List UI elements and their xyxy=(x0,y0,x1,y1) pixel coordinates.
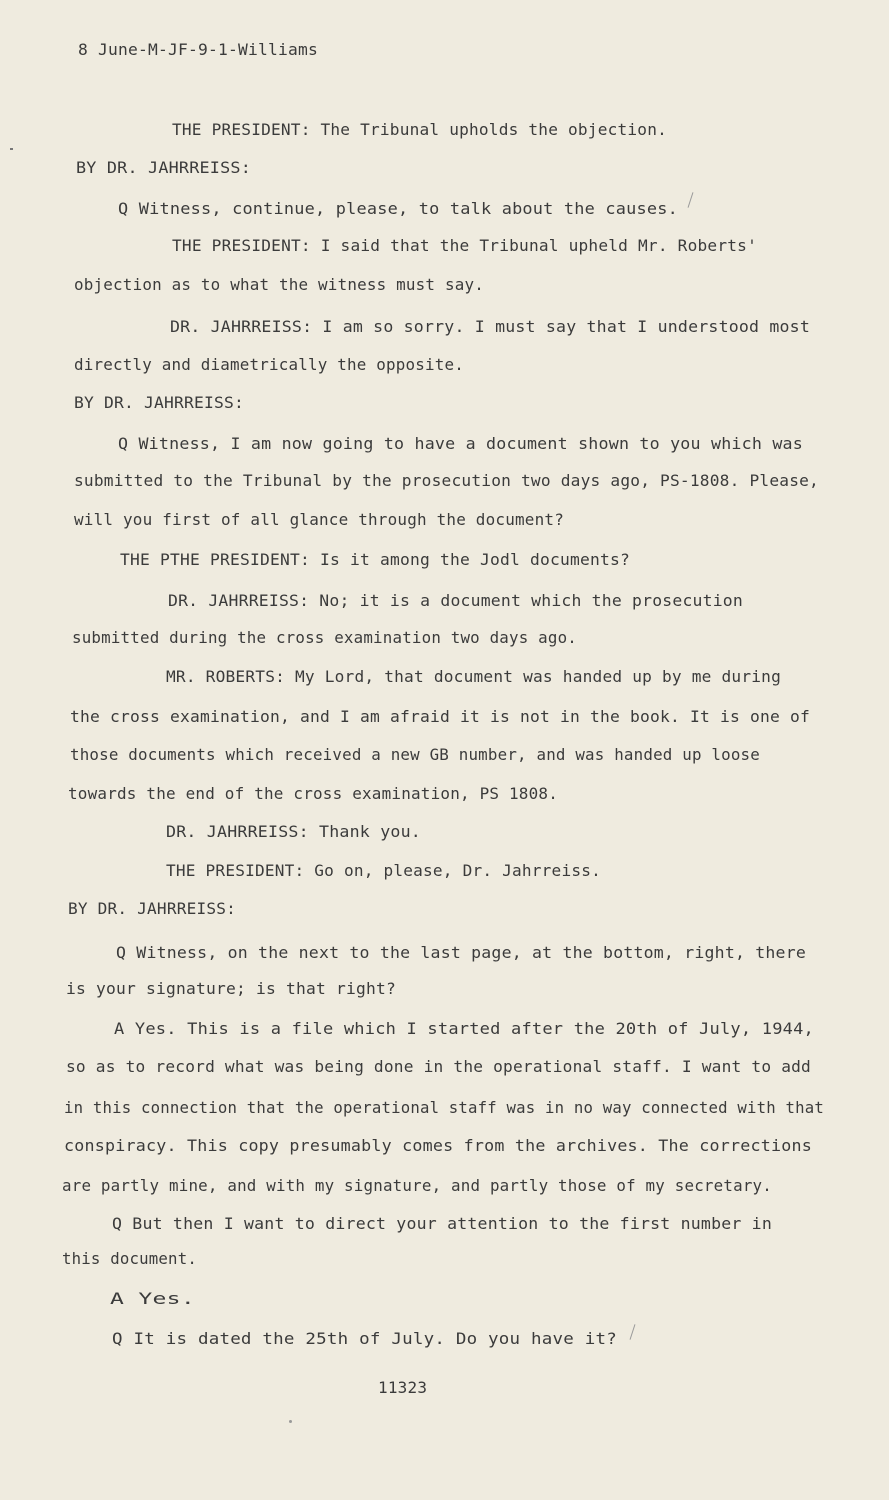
text-line: objection as to what the witness must say. xyxy=(74,275,484,294)
text-line: in this connection that the operational staff was in no way connected with that xyxy=(64,1098,824,1117)
text-line: THE PRESIDENT: The Tribunal upholds the objection. xyxy=(172,120,667,139)
text-line: BY DR. JAHRREISS: xyxy=(68,899,236,918)
text-line: BY DR. JAHRREISS: xyxy=(76,158,251,177)
margin-mark xyxy=(10,148,13,150)
page-number: 11323 xyxy=(378,1378,428,1397)
text-line: THE PRESIDENT: I said that the Tribunal upheld Mr. Roberts' xyxy=(172,236,757,255)
text-line: is your signature; is that right? xyxy=(66,979,397,998)
text-line: the cross examination, and I am afraid it is not in the book. It is one of xyxy=(70,707,810,726)
text-line: submitted to the Tribunal by the prosecution two days ago, PS-1808. Please, xyxy=(74,471,819,490)
text-line: submitted during the cross examination two days ago. xyxy=(72,628,577,647)
text-line: DR. JAHRREISS: No; it is a document which the prosecution xyxy=(168,591,743,610)
ink-speck xyxy=(289,1420,292,1423)
pencil-tick xyxy=(630,1324,636,1340)
text-line: this document. xyxy=(62,1249,197,1268)
text-line: Q But then I want to direct your attention to the first number in xyxy=(112,1214,772,1233)
text-line: Q Witness, on the next to the last page, at the bottom, right, there xyxy=(116,943,806,962)
text-line: BY DR. JAHRREISS: xyxy=(74,393,244,412)
text-line: so as to record what was being done in the operational staff. I want to add xyxy=(66,1057,811,1076)
text-line: A Yes. This is a file which I started after the 20th of July, 1944, xyxy=(114,1019,814,1038)
text-line: A Yes. xyxy=(110,1289,195,1308)
text-line: Q Witness, I am now going to have a document shown to you which was xyxy=(118,434,803,453)
text-line: DR. JAHRREISS: Thank you. xyxy=(166,822,421,841)
text-line: those documents which received a new GB number, and was handed up loose xyxy=(70,745,760,764)
text-line: Q It is dated the 25th of July. Do you have it? xyxy=(112,1329,617,1348)
pencil-tick xyxy=(688,192,694,208)
text-line: conspiracy. This copy presumably comes from the archives. The corrections xyxy=(64,1136,812,1155)
text-line: THE PRESIDENT: Go on, please, Dr. Jahrreiss. xyxy=(166,861,601,880)
text-line: THE PTHE PRESIDENT: Is it among the Jodl documents? xyxy=(120,550,630,569)
text-line: are partly mine, and with my signature, and partly those of my secretary. xyxy=(62,1176,772,1195)
text-line: directly and diametrically the opposite. xyxy=(74,355,464,374)
text-line: MR. ROBERTS: My Lord, that document was handed up by me during xyxy=(166,667,781,686)
text-line: DR. JAHRREISS: I am so sorry. I must say that I understood most xyxy=(170,317,810,336)
header-line: 8 June-M-JF-9-1-Williams xyxy=(78,40,318,59)
text-line: will you first of all glance through the document? xyxy=(74,510,564,529)
text-line: towards the end of the cross examination, PS 1808. xyxy=(68,784,558,803)
text-line: Q Witness, continue, please, to talk about the causes. xyxy=(118,199,678,218)
